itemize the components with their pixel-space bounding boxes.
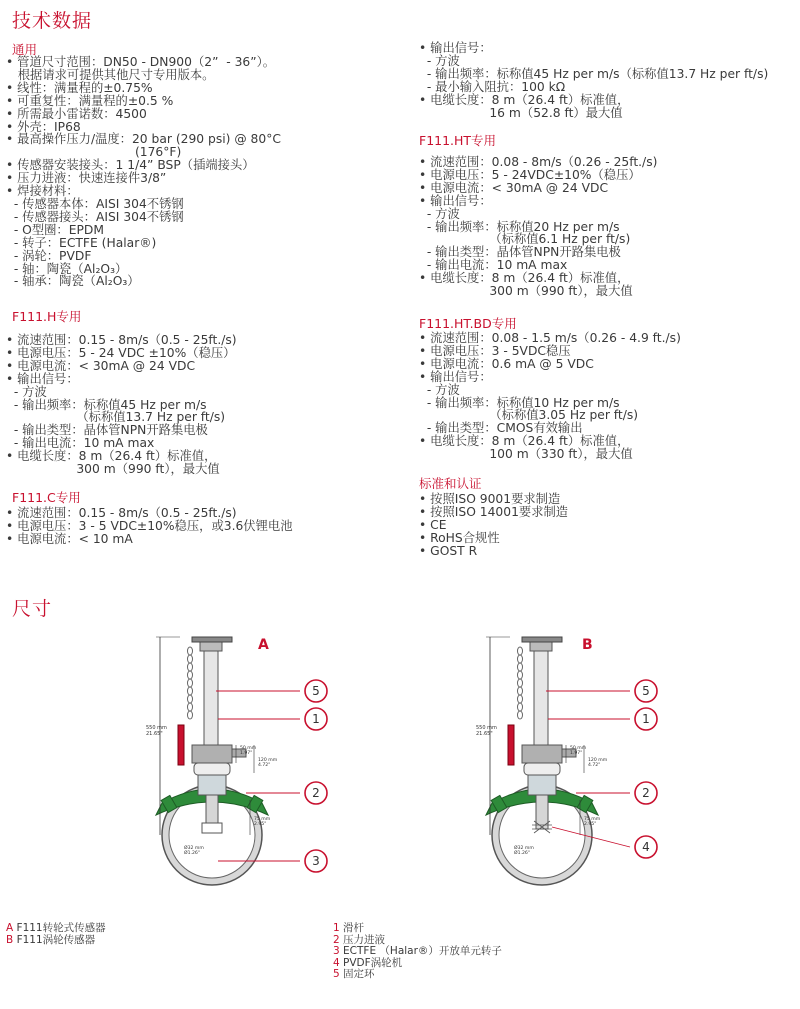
spec-line: • 输出信号： <box>6 371 79 386</box>
a-dim3-in: 2.95" <box>254 822 267 827</box>
a-callout-2: 2 <box>312 786 320 800</box>
legend-right <box>333 923 502 981</box>
spec-line: - 方波 <box>419 206 460 221</box>
spec-line: • 电源电流：0.6 mA @ 5 VDC <box>419 356 594 371</box>
spec-line: • 电源电压：3 - 5 VDC±10%稳压，或3.6伏锂电池 <box>6 518 293 533</box>
spec-line: - 输出频率：标称值10 Hz per m/s <box>419 395 620 410</box>
f111c-heading: F111.C专用 <box>12 490 81 505</box>
spec-line: • 按照ISO 9001要求制造 <box>419 492 561 506</box>
f111ht-spec-list <box>419 156 657 298</box>
spec-line: • 所需最小雷诺数：4500 <box>6 106 147 121</box>
spec-line: • 流速范围：0.08 - 8m/s（0.26 - 25ft./s) <box>419 155 658 169</box>
b-dim3-in: 2.95" <box>584 822 597 827</box>
spec-line: - 输出频率：标称值45 Hz per m/s <box>6 397 207 412</box>
general-heading: 通用 <box>12 42 38 57</box>
legend-item: 3 ECTFE （Halar®）开放单元转子 <box>333 945 502 957</box>
spec-line: • 电源电压：5 - 24VDC±10%（稳压） <box>419 167 641 182</box>
a-dim4-mm: Ø32 mm <box>184 846 204 851</box>
b-height-in: 21.65" <box>476 731 493 737</box>
spec-line: 300 m（990 ft），最大值 <box>419 284 633 299</box>
spec-line: - 输出频率：标称值20 Hz per m/s <box>419 219 620 234</box>
spec-line: • 流速范围：0.08 - 1.5 m/s（0.26 - 4.9 ft./s) <box>419 331 681 345</box>
spec-line: - 输出类型：CMOS有效输出 <box>419 421 583 436</box>
spec-line: • 电源电压：3 - 5VDC稳压 <box>419 343 571 358</box>
spec-line: • 流速范围：0.15 - 8m/s（0.5 - 25ft./s) <box>6 506 237 520</box>
b-dim1-mm: 50 mm <box>570 746 587 751</box>
spec-line: - O型圈：EPDM <box>6 222 104 237</box>
spec-line: • 焊接材料： <box>6 184 79 199</box>
spec-line: - 最小输入阻抗：100 kΩ <box>419 79 566 94</box>
spec-line: • 输出信号： <box>419 41 492 55</box>
spec-line: • 电源电流：< 10 mA <box>6 531 133 546</box>
a-dim4-in: Ø1.26" <box>184 851 200 856</box>
spec-line: • GOST R <box>419 543 478 558</box>
spec-line: - 输出频率：标称值45 Hz per m/s（标称值13.7 Hz per ft/s) <box>419 66 769 81</box>
spec-line: • 管道尺寸范围：DN50 - DN900（2” - 36”）。 <box>6 55 276 69</box>
spec-line: - 轴承：陶瓷（Al₂O₃） <box>6 274 140 289</box>
a-dim2-mm: 120 mm <box>258 758 278 763</box>
diagram-a <box>140 625 360 895</box>
a-callout-5: 5 <box>312 684 320 698</box>
b-dim2-in: 4.72" <box>588 763 601 768</box>
general-spec-list <box>6 56 281 288</box>
b-dim4-mm: Ø32 mm <box>514 846 534 851</box>
spec-line: • 压力进液：快速连接件3/8” <box>6 171 167 186</box>
spec-line: - 轴：陶瓷（Al₂O₃） <box>6 261 128 276</box>
diagram-a-letter: A <box>258 637 269 653</box>
standards-heading: 标准和认证 <box>419 476 482 491</box>
f111ht-heading: F111.HT专用 <box>419 133 497 148</box>
spec-line: - 涡轮：PVDF <box>6 248 92 263</box>
f111htbd-spec-list <box>419 332 681 461</box>
a-callout-1: 1 <box>312 712 320 726</box>
a-dim3-mm: 75 mm <box>254 817 271 822</box>
spec-line: • 电缆长度：8 m（26.4 ft）标准值， <box>419 92 630 107</box>
spec-line: - 输出类型：晶体管NPN开路集电极 <box>6 423 208 438</box>
spec-line: • 外壳：IP68 <box>6 119 81 134</box>
spec-line: - 输出电流：10 mA max <box>419 258 568 273</box>
a-height-in: 21.65" <box>146 731 163 737</box>
spec-line: 根据请求可提供其他尺寸专用版本。 <box>6 67 215 82</box>
f111c-spec-list <box>6 507 293 546</box>
spec-line: （标称值13.7 Hz per ft/s) <box>6 410 226 425</box>
legend-item: 5 固定环 <box>333 968 375 980</box>
spec-line: - 输出电流：10 mA max <box>6 436 155 451</box>
spec-line: • 电源电流：< 30mA @ 24 VDC <box>6 358 196 373</box>
spec-line: (176°F) <box>6 145 182 160</box>
spec-line: （标称值3.05 Hz per ft/s) <box>419 408 639 423</box>
diagram-b-letter: B <box>582 637 593 653</box>
legend-left <box>6 923 106 946</box>
b-dim3-mm: 75 mm <box>584 817 601 822</box>
spec-line: • 电缆长度：8 m（26.4 ft）标准值， <box>419 434 630 449</box>
spec-line: • 电源电压：5 - 24 VDC ±10%（稳压） <box>6 345 236 360</box>
b-dim4-in: Ø1.26" <box>514 851 530 856</box>
b-callout-5: 5 <box>642 684 650 698</box>
spec-line: • 电缆长度：8 m（26.4 ft）标准值， <box>6 449 217 464</box>
f111htbd-heading: F111.HT.BD专用 <box>419 316 517 331</box>
b-height-mm: 550 mm <box>476 725 497 731</box>
spec-line: • 最高操作压力/温度：20 bar (290 psi) @ 80°C <box>6 132 281 147</box>
a-dim2-in: 4.72" <box>258 763 271 768</box>
spec-line: （标称值6.1 Hz per ft/s) <box>419 232 631 247</box>
spec-line: - 传感器接头：AISI 304不锈钢 <box>6 209 184 224</box>
spec-line: • 电源电流：< 30mA @ 24 VDC <box>419 180 609 195</box>
general-cont-spec-list <box>419 42 768 119</box>
spec-line: - 方波 <box>6 384 47 399</box>
b-dim2-mm: 120 mm <box>588 758 608 763</box>
spec-line: • 输出信号： <box>419 369 492 384</box>
b-callout-2: 2 <box>642 786 650 800</box>
b-callout-1: 1 <box>642 712 650 726</box>
legend-item: B F111涡轮传感器 <box>6 933 96 946</box>
spec-line: • 传感器安装接头：1 1/4” BSP（插端接头） <box>6 158 255 173</box>
spec-line: - 方波 <box>419 53 460 68</box>
spec-line: 16 m（52.8 ft）最大值 <box>419 105 623 120</box>
legend-item: 1 滑杆 <box>333 922 365 934</box>
spec-line: 300 m（990 ft），最大值 <box>6 462 220 477</box>
spec-line: 100 m（330 ft），最大值 <box>419 447 633 462</box>
spec-line: - 传感器本体：AISI 304不锈钢 <box>6 196 184 211</box>
spec-line: • 按照ISO 14001要求制造 <box>419 504 569 519</box>
b-dim1-in: 1.97" <box>570 751 583 756</box>
spec-line: • 流速范围：0.15 - 8m/s（0.5 - 25ft./s) <box>6 333 237 347</box>
legend-item: 4 PVDF涡轮机 <box>333 956 403 969</box>
b-callout-4: 4 <box>642 840 650 854</box>
f111h-spec-list <box>6 334 237 476</box>
page-title: 技术数据 <box>12 10 93 32</box>
spec-line: • RoHS合规性 <box>419 530 500 545</box>
spec-line: • 可重复性：满量程的±0.5 % <box>6 93 174 108</box>
spec-line: • 线性：满量程的±0.75% <box>6 80 153 95</box>
spec-line: • 电缆长度：8 m（26.4 ft）标准值， <box>419 271 630 286</box>
spec-line: • CE <box>419 517 447 532</box>
a-dim1-in: 1.97" <box>240 751 253 756</box>
standards-list <box>419 493 568 558</box>
spec-line: - 转子：ECTFE (Halar®) <box>6 235 157 250</box>
diagram-b <box>470 625 690 895</box>
a-callout-3: 3 <box>312 854 320 868</box>
f111h-heading: F111.H专用 <box>12 309 82 324</box>
dimensions-title: 尺寸 <box>12 598 53 620</box>
a-dim1-mm: 50 mm <box>240 746 257 751</box>
legend-item: 2 压力进液 <box>333 933 386 946</box>
spec-line: - 方波 <box>419 382 460 397</box>
legend-item: A F111转轮式传感器 <box>6 922 106 934</box>
a-height-mm: 550 mm <box>146 725 167 731</box>
spec-line: • 输出信号： <box>419 193 492 208</box>
spec-line: - 输出类型：晶体管NPN开路集电极 <box>419 245 621 260</box>
